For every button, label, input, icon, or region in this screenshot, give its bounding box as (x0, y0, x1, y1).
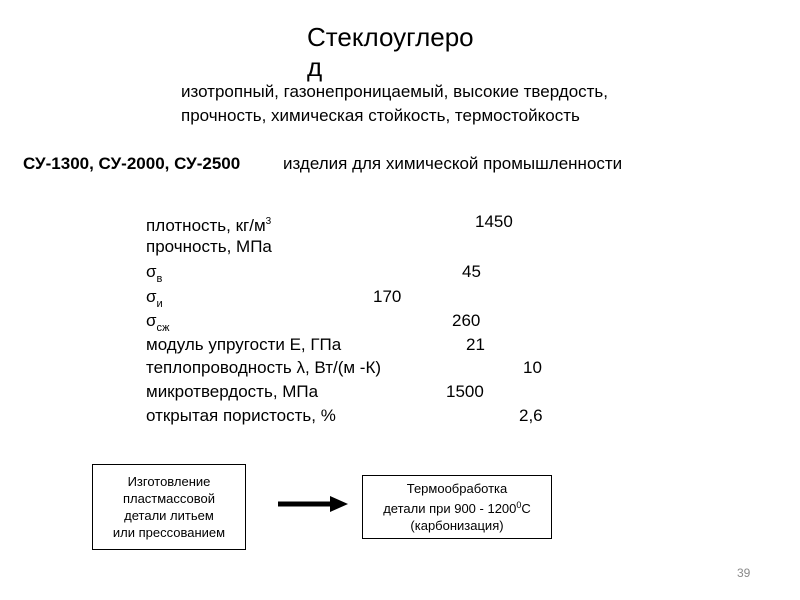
modulus-value: 21 (466, 335, 485, 354)
step2-line-1: Термообработка (406, 481, 508, 496)
conductivity-label: теплопроводность λ, Вт/(м -К) (146, 358, 382, 377)
step2-line-3: (карбонизация) (410, 518, 504, 533)
modulus-label: модуль упругости E, ГПа (146, 335, 342, 354)
microhardness-value: 1500 (446, 382, 484, 401)
arrow-right-icon (278, 493, 348, 515)
step1-line-2: пластмассовой (122, 491, 216, 506)
step2-line-2: детали при 900 - 1200$^0$С (383, 500, 531, 516)
sigma-b-value: 45 (462, 262, 481, 281)
strength-label: прочность, МПа (146, 237, 272, 256)
step1-line-3: детали литьем (124, 508, 214, 523)
grade-names: СУ-1300, СУ-2000, СУ-2500 (23, 154, 241, 173)
sigma-i-label: $\sigma_и$ (146, 287, 163, 310)
slide-title: Стеклоуглерод (307, 22, 474, 82)
grade-usage: изделия для химической промышленности (283, 154, 623, 173)
porosity-label: открытая пористость, % (146, 406, 336, 425)
description-line-1: изотропный, газонепроницаемый, высокие твердость, (181, 82, 609, 101)
sigma-i-value: 170 (373, 287, 402, 306)
conductivity-value: 10 (523, 358, 542, 377)
step1-line-1: Изготовление (127, 474, 211, 489)
page-number: 39 (737, 566, 751, 580)
step1-line-4: или прессованием (112, 525, 226, 540)
microhardness-label: микротвердость, МПа (146, 382, 319, 401)
description-line-2: прочность, химическая стойкость, термостойкость (181, 106, 580, 125)
material-description (181, 80, 741, 128)
density-value: 1450 (475, 212, 513, 231)
process-step-2-box (362, 475, 552, 539)
sigma-szh-label: $\sigma_{сж}$ (146, 311, 170, 334)
sigma-szh-value: 260 (452, 311, 481, 330)
process-step-1-box (92, 464, 246, 550)
porosity-value: 2,6 (519, 406, 543, 425)
sigma-b-label: $\sigma_в$ (146, 262, 163, 285)
density-label: плотность, $кг/м^3$ (146, 216, 272, 235)
